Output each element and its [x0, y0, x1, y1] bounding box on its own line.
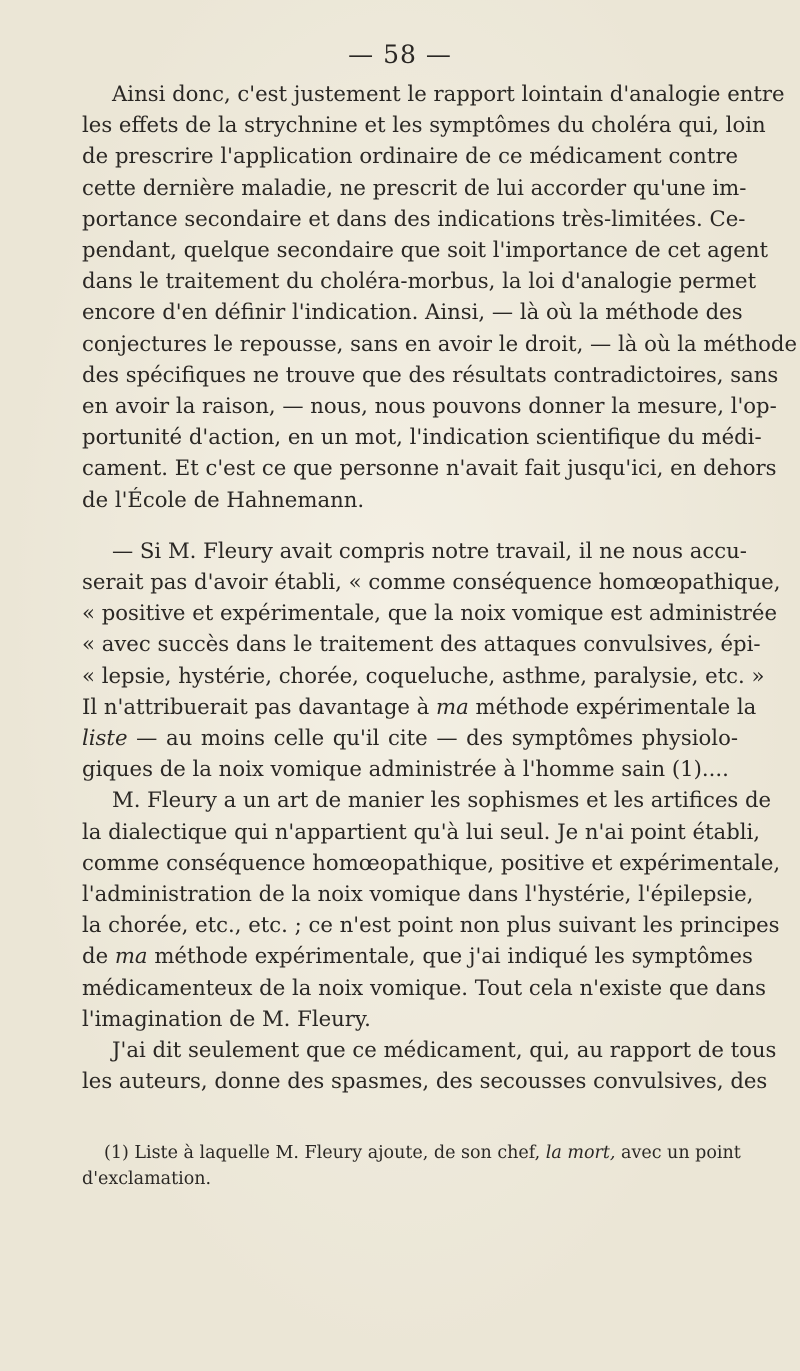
text-line: M. Fleury a un art de manier les sophismes et les artifices de — [112, 787, 772, 813]
text-line: la chorée, etc., etc. ; ce n'est point non plus suivant les principes — [82, 912, 780, 938]
text-line: serait pas d'avoir établi, « comme conséquence homœopathique, — [82, 569, 781, 595]
text-line: encore d'en définir l'indication. Ainsi, — là où la méthode des — [82, 299, 743, 325]
text-line: dans le traitement du choléra-morbus, la loi d'analogie permet — [82, 268, 757, 294]
text-line: cette dernière maladie, ne prescrit de lui accorder qu'une im- — [82, 174, 747, 200]
text-line: Ainsi donc, c'est justement le rapport lointain d'analogie entre — [112, 81, 785, 106]
text-line: les auteurs, donne des spasmes, des secousses convulsives, des — [82, 1068, 768, 1094]
text-line: « avec succès dans le traitement des attaques convulsives, épi- — [82, 631, 761, 657]
paragraph-4 — [82, 1034, 777, 1096]
text-line: pendant, quelque secondaire que soit l'importance de cet agent — [82, 237, 768, 263]
footnote-line: d'exclamation. — [82, 1169, 212, 1189]
text-line: liste — au moins celle qu'il cite — des symptômes physiolo- — [82, 725, 738, 751]
text-line: la dialectique qui n'appartient qu'à lui seul. Je n'ai point établi, — [82, 818, 761, 844]
text-line: de l'École de Hahnemann. — [82, 486, 365, 512]
footnote-line: (1) Liste à laquelle M. Fleury ajoute, de son chef, la mort, avec un point — [104, 1143, 741, 1163]
text-line: — Si M. Fleury avait compris notre travail, il ne nous accu- — [112, 537, 747, 563]
footnote — [82, 1140, 741, 1192]
text-line: J'ai dit seulement que ce médicament, qui, au rapport de tous — [112, 1037, 777, 1063]
text-line: « lepsie, hystérie, chorée, coqueluche, asthme, paralysie, etc. » — [82, 662, 765, 688]
page-number: — 58 — — [348, 40, 452, 69]
paragraph-3 — [82, 784, 781, 1034]
body-text — [82, 78, 798, 1097]
text-line: cament. Et c'est ce que personne n'avait fait jusqu'ici, en dehors — [82, 455, 777, 481]
paragraph-2 — [82, 535, 781, 785]
text-line: des spécifiques ne trouve que des résultats contradictoires, sans — [82, 361, 779, 387]
text-line: les effets de la strychnine et les symptômes du choléra qui, loin — [82, 112, 766, 138]
paragraph-gap — [82, 515, 738, 535]
text-line: de prescrire l'application ordinaire de ce médicament contre — [82, 143, 738, 169]
text-line: de ma méthode expérimentale, que j'ai indiqué les symptômes — [82, 943, 753, 969]
text-line: Il n'attribuerait pas davantage à ma méthode expérimentale la — [82, 693, 757, 719]
text-line: conjectures le repousse, sans en avoir le droit, — là où la méthode — [82, 330, 798, 356]
text-line: « positive et expérimentale, que la noix vomique est administrée — [82, 600, 777, 626]
paragraph-1 — [82, 78, 798, 515]
text-line: portance secondaire et dans des indications très-limitées. Ce- — [82, 205, 746, 231]
text-line: en avoir la raison, — nous, nous pouvons donner la mesure, l'op- — [82, 393, 777, 419]
text-line: comme conséquence homœopathique, positive et expérimentale, — [82, 849, 781, 875]
text-line: giques de la noix vomique administrée à l'homme sain (1).... — [82, 756, 729, 782]
text-line: portunité d'action, en un mot, l'indication scientifique du médi- — [82, 424, 762, 450]
text-line: médicamenteux de la noix vomique. Tout cela n'existe que dans — [82, 974, 767, 1000]
text-line: l'imagination de M. Fleury. — [82, 1005, 371, 1031]
text-line: l'administration de la noix vomique dans l'hystérie, l'épilepsie, — [82, 881, 754, 907]
